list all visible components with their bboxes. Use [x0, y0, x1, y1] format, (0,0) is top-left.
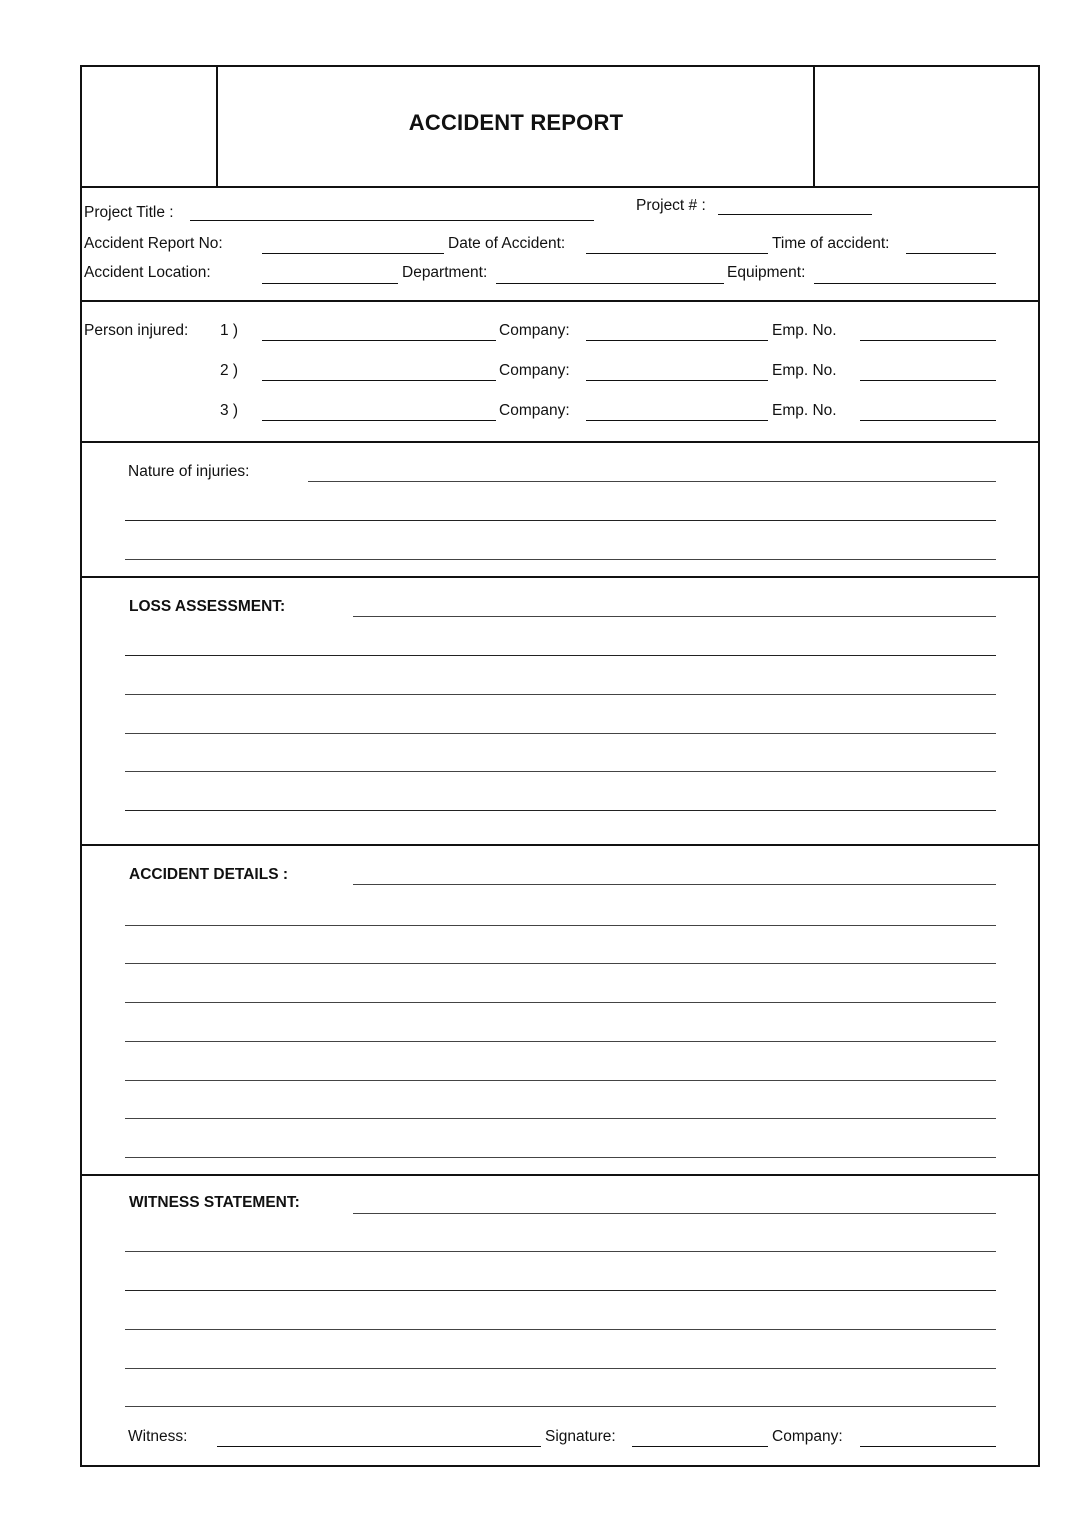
- company-field[interactable]: [586, 420, 768, 421]
- nature-line[interactable]: [308, 481, 996, 482]
- details-line[interactable]: [353, 884, 996, 885]
- accident-details-label: ACCIDENT DETAILS :: [129, 866, 289, 883]
- equipment-label: Equipment:: [727, 264, 806, 281]
- injured-row-number: 1 ): [220, 322, 239, 339]
- witness-line[interactable]: [125, 1290, 996, 1291]
- details-line[interactable]: [125, 963, 996, 964]
- department-label: Department:: [402, 264, 488, 281]
- page-title: ACCIDENT REPORT: [408, 110, 624, 135]
- company-label: Company:: [499, 362, 570, 379]
- loss-line[interactable]: [353, 616, 996, 617]
- company-field[interactable]: [586, 380, 768, 381]
- location-label: Accident Location:: [84, 264, 211, 281]
- witness-statement-label: WITNESS STATEMENT:: [129, 1194, 300, 1211]
- signature-label: Signature:: [545, 1428, 616, 1445]
- details-line[interactable]: [125, 1080, 996, 1081]
- project-no-label: Project # :: [636, 197, 706, 214]
- witness-label: Witness:: [128, 1428, 188, 1445]
- witness-line[interactable]: [125, 1329, 996, 1330]
- person-injured-label: Person injured:: [84, 322, 189, 339]
- emp-no-field[interactable]: [860, 380, 996, 381]
- nature-of-injuries-label: Nature of injuries:: [128, 463, 250, 480]
- witness-company-label: Company:: [772, 1428, 843, 1445]
- report-frame: [80, 65, 1040, 1467]
- section-divider: [80, 844, 1040, 846]
- details-line[interactable]: [125, 925, 996, 926]
- section-divider: [80, 576, 1040, 578]
- section-divider: [80, 1174, 1040, 1176]
- emp-no-label: Emp. No.: [772, 402, 837, 419]
- report-no-field[interactable]: [262, 253, 444, 254]
- emp-no-field[interactable]: [860, 420, 996, 421]
- date-label: Date of Accident:: [448, 235, 566, 252]
- details-line[interactable]: [125, 1041, 996, 1042]
- emp-no-field[interactable]: [860, 340, 996, 341]
- emp-no-label: Emp. No.: [772, 362, 837, 379]
- injured-name-field[interactable]: [262, 420, 496, 421]
- department-field[interactable]: [496, 283, 724, 284]
- time-label: Time of accident:: [772, 235, 890, 252]
- company-label: Company:: [499, 322, 570, 339]
- loss-line[interactable]: [125, 694, 996, 695]
- witness-line[interactable]: [353, 1213, 996, 1214]
- witness-line[interactable]: [125, 1251, 996, 1252]
- emp-no-label: Emp. No.: [772, 322, 837, 339]
- injured-name-field[interactable]: [262, 340, 496, 341]
- time-field[interactable]: [906, 253, 996, 254]
- company-field[interactable]: [586, 340, 768, 341]
- nature-line[interactable]: [125, 520, 996, 521]
- project-no-field[interactable]: [718, 214, 872, 215]
- report-no-label: Accident Report No:: [84, 235, 223, 252]
- signature-field[interactable]: [632, 1446, 768, 1447]
- witness-company-field[interactable]: [860, 1446, 996, 1447]
- details-line[interactable]: [125, 1002, 996, 1003]
- section-divider: [80, 300, 1040, 302]
- equipment-field[interactable]: [814, 283, 996, 284]
- loss-line[interactable]: [125, 733, 996, 734]
- loss-line[interactable]: [125, 655, 996, 656]
- injured-row-number: 2 ): [220, 362, 239, 379]
- witness-line[interactable]: [125, 1368, 996, 1369]
- loss-line[interactable]: [125, 771, 996, 772]
- nature-line[interactable]: [125, 559, 996, 560]
- injured-name-field[interactable]: [262, 380, 496, 381]
- witness-line[interactable]: [125, 1406, 996, 1407]
- details-line[interactable]: [125, 1157, 996, 1158]
- project-title-field[interactable]: [190, 220, 594, 221]
- section-divider: [80, 186, 1040, 188]
- injured-row-number: 3 ): [220, 402, 239, 419]
- project-title-label: Project Title :: [84, 204, 174, 221]
- loss-assessment-label: LOSS ASSESSMENT:: [129, 598, 286, 615]
- loss-line[interactable]: [125, 810, 996, 811]
- details-line[interactable]: [125, 1118, 996, 1119]
- section-divider: [80, 441, 1040, 443]
- location-field[interactable]: [262, 283, 398, 284]
- company-label: Company:: [499, 402, 570, 419]
- witness-name-field[interactable]: [217, 1446, 541, 1447]
- date-field[interactable]: [586, 253, 768, 254]
